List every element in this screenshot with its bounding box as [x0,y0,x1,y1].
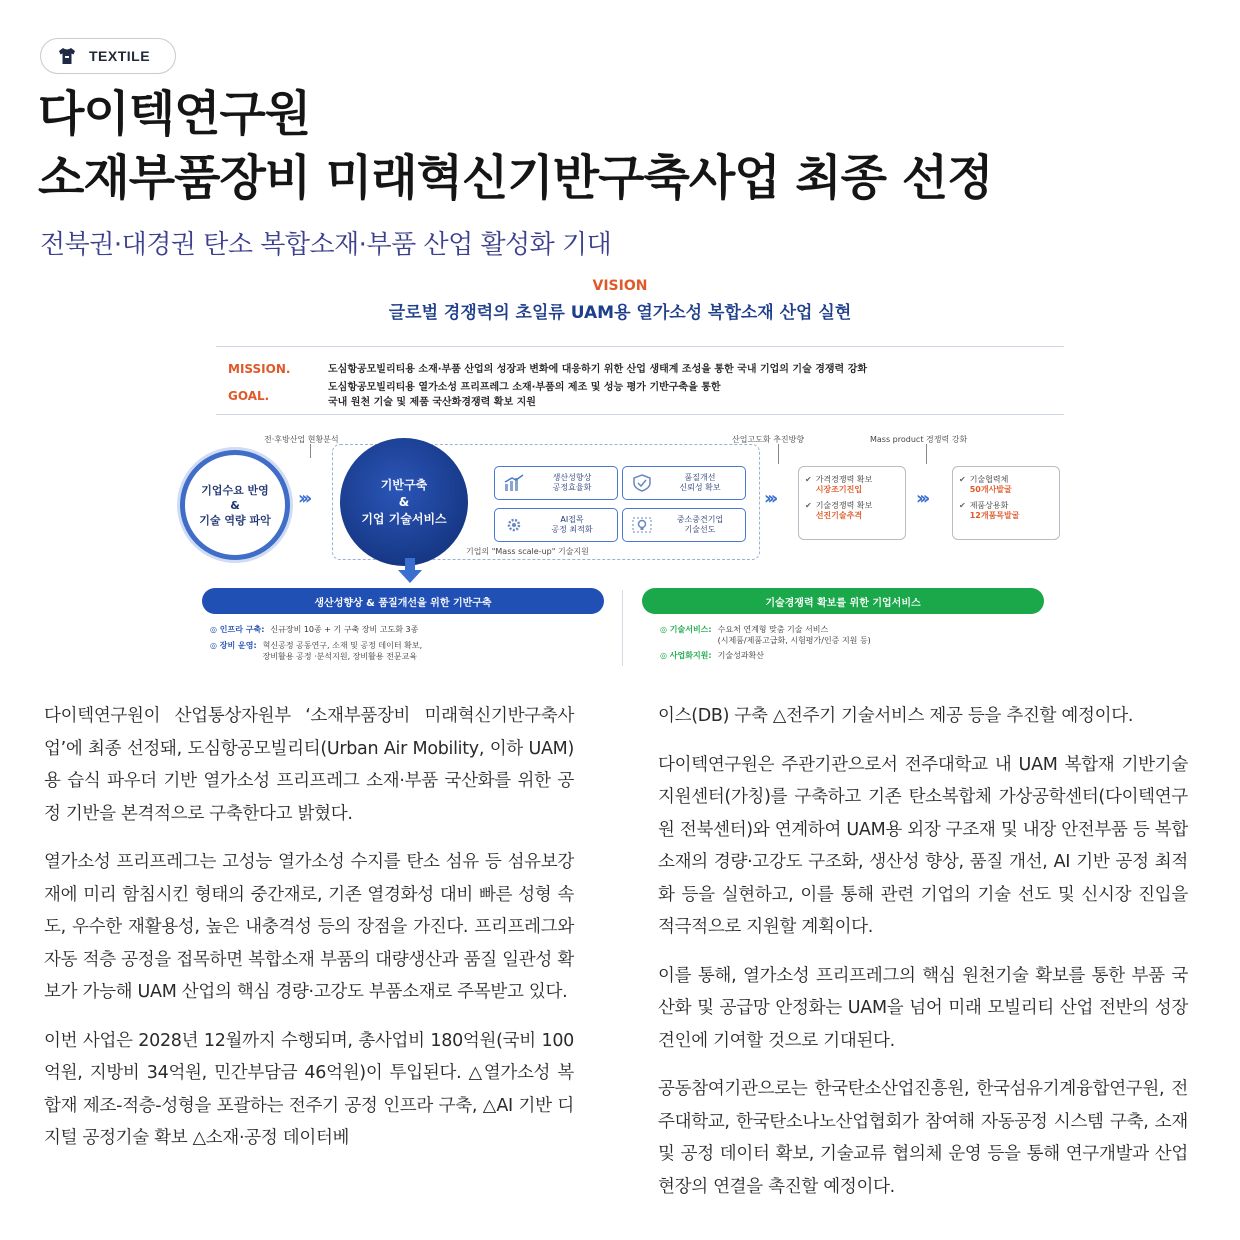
goal-label: GOAL. [228,389,270,403]
circle-text: & [230,498,240,512]
bullet-label: ◎ 인프라 구축: [210,625,265,634]
service-line: 생산성향상 [552,473,592,482]
result-item [805,501,899,521]
gear-icon [503,516,525,534]
result-text [970,475,1012,495]
result-label: 기술협력체 [969,475,1009,484]
circle-text: 기반구축 [380,477,428,492]
service-text [533,515,617,535]
title-line-2: 소재부품장비 미래혁신기반구축사업 최종 선정 [38,150,993,206]
caption-mass-product: Mass product 경쟁력 강화 [870,435,968,444]
circle-text: 기업수요 반영 [201,483,269,497]
service-text [533,473,617,493]
bullet-line: (시제품/제품고급화, 시험평가/인증 지원 등) [717,636,871,645]
service-line: 중소중견기업 [676,515,724,524]
bullet-line: 장비활용 공정 ·분석지원, 장비활용 전문교육 [262,652,418,661]
bullet-line: 수요처 연계형 맞춤 기술 서비스 [717,625,829,634]
arrow-up [310,444,311,458]
service-line: 기술선도 [684,525,716,534]
result-text [816,501,873,521]
service-line: 품질개선 [684,473,716,482]
article-paragraph: 공동참여기관으로는 한국탄소산업진흥원, 한국섬유기계융합연구원, 전주대학교, 한국탄소나노산업협회가 참여해 자동공정 시스템 구축, 소재 및 공정 데이터 확보, 기술교류 협의체 운영 등을 통해 연구개발과 산업현장의 연결을 촉진할 예정이다. [658,1079,1188,1197]
category-tag [40,38,176,74]
service-box-ai [494,508,618,542]
result-text [970,501,1020,521]
chevron-right-icon: ››› [298,488,309,509]
bullet-label-text: 장비 운영: [219,641,257,650]
article-column-right [658,700,1188,1219]
page-title [38,82,993,210]
article-paragraph: 이스(DB) 구축 △전주기 기술서비스 제공 등을 추진할 예정이다. [658,706,1134,726]
chevron-right-icon: ››› [764,488,775,509]
shield-icon [631,474,653,492]
bullet-text: 신규장비 10종 + 기 구축 장비 고도화 3종 [270,625,419,634]
mission-text: 도심항공모빌리티용 소재·부품 산업의 성장과 변화에 대응하기 위한 산업 생태계 조성을 통한 국내 기업의 기술 경쟁력 강화 [328,364,868,375]
bullet-label: ◎ 장비 운영: [210,641,257,650]
check-icon: ✔ [805,501,812,510]
service-line: 신뢰성 확보 [679,483,721,492]
bullet-label-text: 기술서비스: [669,625,712,634]
result-highlight: 시장조기진입 [815,485,863,494]
chart-icon [503,474,525,492]
check-icon: ✔ [959,475,966,484]
result-text [816,475,873,495]
goal-text-line: 국내 원천 기술 및 제품 국산화경쟁력 확보 지원 [328,397,536,408]
divider [622,590,623,666]
corporate-service-pill: 기술경쟁력 확보를 위한 기업서비스 [642,588,1044,614]
service-box-quality [622,466,746,500]
service-box-productivity [494,466,618,500]
arrow-up [778,444,779,464]
core-circle [340,438,468,566]
caption-direction: 산업고도화 추진방향 [732,435,805,444]
bullet-text: 기술성과확산 [717,651,764,660]
divider [216,414,1064,415]
arrow-down-icon [396,558,424,584]
result-label: 가격경쟁력 확보 [815,475,873,484]
vision-infographic [176,276,1064,676]
article-column-left [44,700,574,1171]
bullet-text [263,640,422,662]
infra-bullet [210,624,418,635]
article-paragraph: 다이텍연구원이 산업통상자원부 ‘소재부품장비 미래혁신기반구축사업’에 최종 선정돼, 도심항공모빌리티(Urban Air Mobility, 이하 UAM)용 습식 파우더 기반 열가소성 프리프레그 소재·부품 국산화를 위한 공정 기반을 본격적으로 구축한다고 밝혔다. [44,706,574,824]
bullet-label: ◎ 기술서비스: [660,625,712,634]
result-highlight: 12개품목발굴 [969,511,1020,520]
circle-text: 기술 역량 파악 [199,513,271,527]
service-box-sme [622,508,746,542]
scaleup-caption: 기업의 "Mass scale-up" 기술지원 [466,547,589,556]
vision-text: 글로벌 경쟁력의 초일류 UAM용 열가소성 복합소재 산업 실현 [388,303,852,323]
arrow-up [926,444,927,464]
goal-text [328,380,721,410]
service-line: 공정 최적화 [551,525,593,534]
divider [216,346,1064,347]
caption-industry-analysis: 전·후방산업 현황분석 [264,435,339,444]
bullet-label-text: 인프라 구축: [219,625,265,634]
tshirt-icon [57,47,77,65]
tech-service-bullet [660,624,871,646]
chevron-right-icon: ››› [916,488,927,509]
bullet-line: 혁신공정 공동연구, 소재 및 공정 데이터 확보, [262,641,423,650]
mission-label: MISSION. [228,362,291,376]
demand-circle [180,450,290,560]
result-highlight: 50개사발굴 [969,485,1012,494]
article-paragraph: 열가소성 프리프레그는 고성능 열가소성 수지를 탄소 섬유 등 섬유보강재에 미리 함침시킨 형태의 중간재로, 기존 열경화성 대비 빠른 성형 속도, 우수한 재활용성, 높은 내충격성 등의 장점을 가진다. 프리프레그와 자동 적층 공정을 접목하면 복합소재 부품의 대량생산과 품질 일관성 확보가 가능해 UAM 산업의 핵심 경량·고강도 부품소재로 주목받고 있다. [44,852,574,1002]
bullet-label: ◎ 사업화지원: [660,651,712,660]
service-line: AI접목 [560,515,584,524]
bullet-label-text: 사업화지원: [669,651,712,660]
check-icon: ✔ [805,475,812,484]
result-item [959,475,1053,495]
check-icon: ✔ [959,501,966,510]
result-label: 기술경쟁력 확보 [815,501,873,510]
ops-bullet [210,640,422,662]
title-line-1: 다이텍연구원 [38,86,311,142]
category-label: TEXTILE [89,48,151,64]
page-subtitle: 전북권·대경권 탄소 복합소재·부품 산업 활성화 기대 [40,230,612,260]
infrastructure-pill: 생산성향상 & 품질개선을 위한 기반구축 [202,588,604,614]
result-box-cooperation [952,466,1060,540]
result-item [959,501,1053,521]
lightbulb-icon [631,516,653,534]
service-text [661,473,745,493]
service-line: 공정효율화 [552,483,592,492]
article-paragraph: 다이텍연구원은 주관기관으로서 전주대학교 내 UAM 복합재 기반기술지원센터(가칭)를 구축하고 기존 탄소복합체 가상공학센터(다이텍연구원 전북센터)와 연계하여 UAM용 외장 구조재 및 내장 안전부품 등 복합소재의 경량·고강도 구조화, 생산성 향상, 품질 개선, AI 기반 공정 최적화 등을 실현하고, 이를 통해 관련 기업의 기술 선도 및 신시장 진입을 적극적으로 지원할 계획이다. [658,754,1188,937]
result-item [805,475,899,495]
service-text [661,515,745,535]
circle-text: 기업 기술서비스 [361,511,447,526]
vision-label: VISION [592,278,648,294]
circle-text: & [398,494,410,509]
bullet-text [718,624,871,646]
goal-text-line: 도심항공모빌리티용 열가소성 프리프레그 소재·부품의 제조 및 성능 평가 기반구축을 통한 [328,382,721,393]
result-highlight: 선진기술추격 [815,511,863,520]
result-label: 제품상용화 [969,501,1009,510]
article-paragraph: 이를 통해, 열가소성 프리프레그의 핵심 원천기술 확보를 통한 부품 국산화 및 공급망 안정화는 UAM을 넘어 미래 모빌리티 산업 전반의 성장 견인에 기여할 것으로 기대된다. [658,965,1188,1051]
result-box-competitiveness [798,466,906,540]
article-paragraph: 이번 사업은 2028년 12월까지 수행되며, 총사업비 180억원(국비 100억원, 지방비 34억원, 민간부담금 46억원)이 투입된다. △열가소성 복합재 제조-적층-성형을 포괄하는 전주기 공정 인프라 구축, △AI 기반 디지털 공정기술 확보 △소재·공정 데이터베 [44,1030,574,1148]
business-support-bullet [660,650,764,661]
